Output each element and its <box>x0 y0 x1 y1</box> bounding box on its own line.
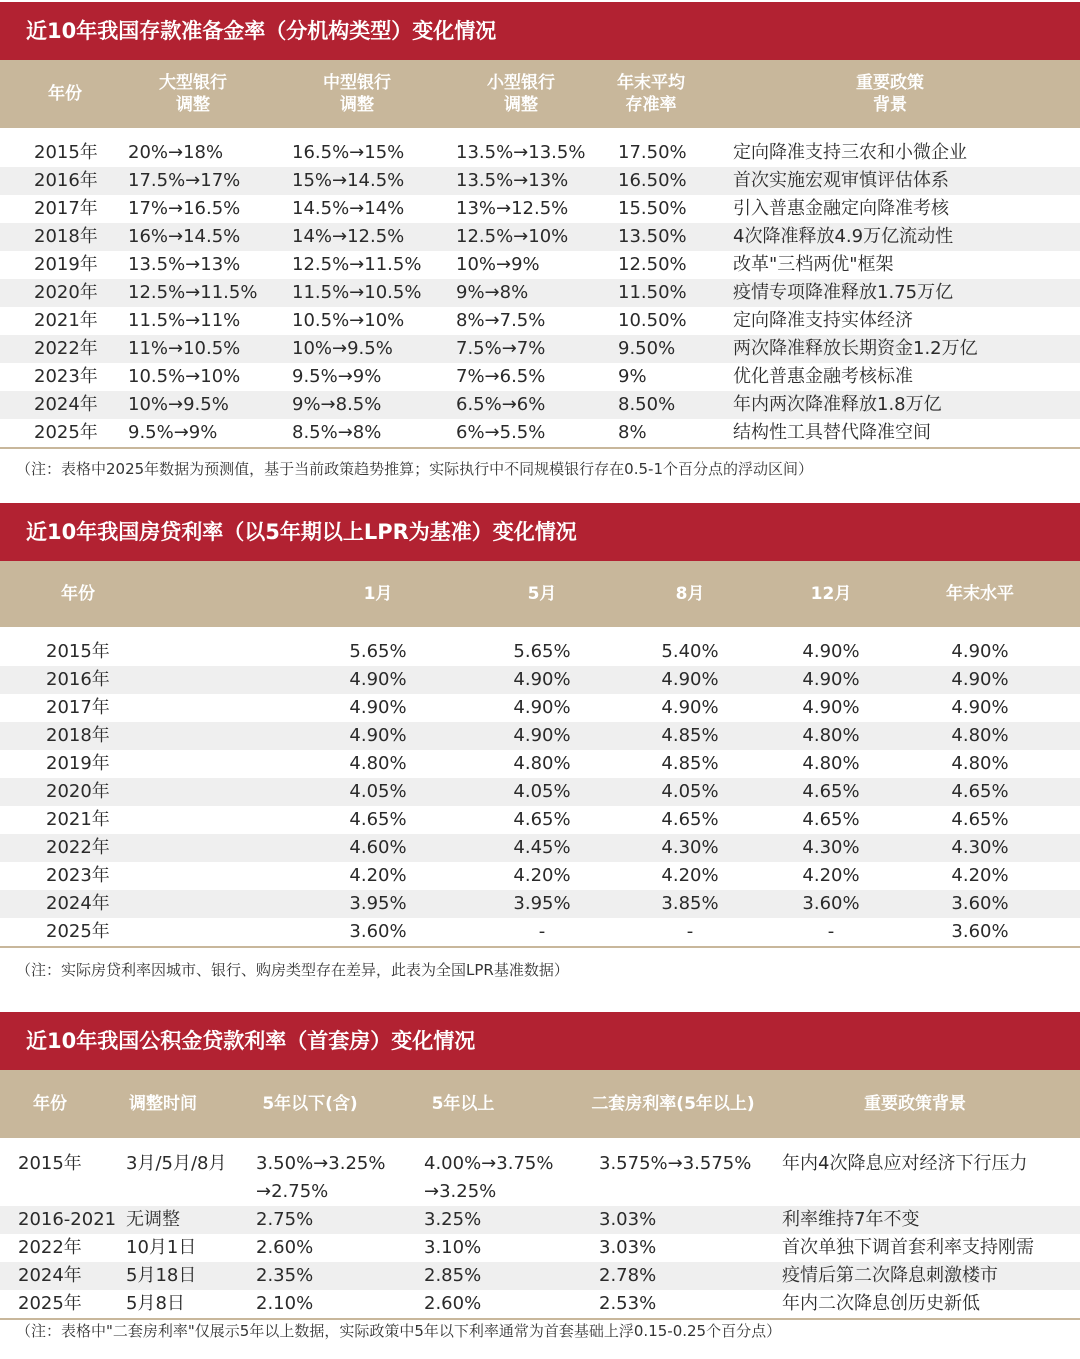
table-row <box>0 666 1080 694</box>
header-avg-ratio: 年末平均 存准率 <box>617 73 685 115</box>
reserve-ratio-body <box>0 128 1080 464</box>
reserve-ratio-title: 近10年我国存款准备金率（分机构类型）变化情况 <box>0 2 1080 60</box>
table-cell: 3.03% <box>599 1237 657 1258</box>
table-cell: 4.20% <box>951 865 1009 886</box>
header-aug: 8月 <box>675 584 705 604</box>
table-cell: 4.90% <box>513 697 571 718</box>
table-cell: 4.90% <box>802 669 860 690</box>
table-cell: 3.25% <box>424 1209 482 1230</box>
table-cell: 3月/5月/8月 <box>126 1153 227 1174</box>
table-cell: 12.50% <box>618 254 687 275</box>
table-row <box>0 1262 1080 1290</box>
table-cell: 2.35% <box>256 1265 314 1286</box>
table-cell: 定向降准支持实体经济 <box>733 310 913 331</box>
table-cell: 2.10% <box>256 1293 314 1314</box>
table-cell: 2019年 <box>46 753 110 774</box>
table-row <box>0 223 1080 251</box>
table-cell: 4.80% <box>951 725 1009 746</box>
table-row <box>0 834 1080 862</box>
table-row <box>0 806 1080 834</box>
table-cell: 9.50% <box>618 338 676 359</box>
table-cell: 4.90% <box>661 697 719 718</box>
table-cell: 2019年 <box>34 254 98 275</box>
table-cell: 14.5%→14% <box>292 198 405 219</box>
header-year-end: 年末水平 <box>946 584 1014 604</box>
reserve-ratio-note: （注：表格中2025年数据为预测值，基于当前政策趋势推算；实际执行中不同规模银行存在0.5-1个百分点的浮动区间） <box>16 460 813 478</box>
header-second-home: 二套房利率(5年以上) <box>591 1094 755 1114</box>
table-cell: 2025年 <box>34 422 98 443</box>
table-bottom-rule <box>0 946 1080 948</box>
table-cell: 2024年 <box>34 394 98 415</box>
header-jan: 1月 <box>363 584 393 604</box>
table-row <box>0 363 1080 391</box>
table-cell: 2.60% <box>424 1293 482 1314</box>
table-cell: 16%→14.5% <box>128 226 241 247</box>
table-row <box>0 862 1080 890</box>
table-cell: 13.5%→13% <box>456 170 569 191</box>
table-cell: 6.5%→6% <box>456 394 546 415</box>
table-cell: 4.45% <box>513 837 571 858</box>
table-cell: 3.85% <box>661 893 719 914</box>
table-cell: 2020年 <box>34 282 98 303</box>
table-cell: 2020年 <box>46 781 110 802</box>
header-year: 年份 <box>61 584 95 604</box>
table-cell: 4.90% <box>349 697 407 718</box>
table-cell: 4.30% <box>661 837 719 858</box>
header-policy: 重要政策背景 <box>864 1094 966 1114</box>
table-cell: - <box>538 921 546 942</box>
table-cell: 10.5%→10% <box>128 366 241 387</box>
table-row <box>0 918 1080 946</box>
table-cell: 4.60% <box>349 837 407 858</box>
table-cell: 3.95% <box>513 893 571 914</box>
mortgage-rate-title: 近10年我国房贷利率（以5年期以上LPR为基准）变化情况 <box>0 503 1080 561</box>
table-cell: 4.00%→3.75% →3.25% <box>424 1153 554 1202</box>
table-cell: 10.50% <box>618 310 687 331</box>
table-cell: 4.80% <box>802 753 860 774</box>
table-cell: 4.05% <box>661 781 719 802</box>
table-cell: 4.90% <box>661 669 719 690</box>
table-cell: 改革"三档两优"框架 <box>733 254 894 275</box>
table-cell: 4.90% <box>802 697 860 718</box>
table-cell: 20%→18% <box>128 142 224 163</box>
table-cell: 8% <box>618 422 647 443</box>
table-cell: 10%→9% <box>456 254 540 275</box>
table-cell: 4.65% <box>951 781 1009 802</box>
table-cell: 4.85% <box>661 725 719 746</box>
table-row <box>0 694 1080 722</box>
table-cell: 引入普惠金融定向降准考核 <box>733 198 949 219</box>
reserve-ratio-section <box>0 2 1080 478</box>
table-cell: 4.90% <box>802 641 860 662</box>
table-cell: 4.65% <box>802 809 860 830</box>
table-cell: 4.80% <box>349 753 407 774</box>
table-cell: 4.65% <box>349 809 407 830</box>
table-cell: 3.60% <box>951 921 1009 942</box>
table-cell: 无调整 <box>126 1209 180 1230</box>
mortgage-rate-header <box>0 561 1080 627</box>
table-cell: 11.5%→10.5% <box>292 282 422 303</box>
provident-fund-header <box>0 1070 1080 1138</box>
table-cell: 3.60% <box>349 921 407 942</box>
table-cell: 2.75% <box>256 1209 314 1230</box>
table-cell: 年内4次降息应对经济下行压力 <box>782 1153 1028 1174</box>
table-cell: 3.10% <box>424 1237 482 1258</box>
table-cell: 9% <box>618 366 647 387</box>
table-cell: 疫情专项降准释放1.75万亿 <box>733 282 954 303</box>
table-cell: 2015年 <box>46 641 110 662</box>
table-cell: 5.65% <box>513 641 571 662</box>
table-cell: 2021年 <box>34 310 98 331</box>
table-cell: 4.85% <box>661 753 719 774</box>
header-year: 年份 <box>48 84 82 104</box>
table-cell: 12.5%→11.5% <box>128 282 258 303</box>
table-cell: 4.05% <box>513 781 571 802</box>
provident-fund-title: 近10年我国公积金贷款利率（首套房）变化情况 <box>0 1012 1080 1070</box>
table-row <box>0 279 1080 307</box>
header-mid-bank: 中型银行 调整 <box>323 73 391 115</box>
table-cell: 2023年 <box>34 366 98 387</box>
header-small-bank: 小型银行 调整 <box>487 73 555 115</box>
table-cell: 3.60% <box>802 893 860 914</box>
header-large-bank: 大型银行 调整 <box>159 73 227 115</box>
table-cell: 8.50% <box>618 394 676 415</box>
table-cell: 5月8日 <box>126 1293 185 1314</box>
mortgage-rate-body <box>0 627 1080 963</box>
table-cell: 10%→9.5% <box>128 394 229 415</box>
table-cell: 2.53% <box>599 1293 657 1314</box>
table-cell: 定向降准支持三农和小微企业 <box>733 142 967 163</box>
table-cell: 15.50% <box>618 198 687 219</box>
table-cell: 3.95% <box>349 893 407 914</box>
reserve-ratio-header <box>0 60 1080 128</box>
table-cell: 4.20% <box>661 865 719 886</box>
table-cell: 17%→16.5% <box>128 198 241 219</box>
table-cell: 5.65% <box>349 641 407 662</box>
table-cell: 2022年 <box>46 837 110 858</box>
table-cell: - <box>686 921 694 942</box>
table-cell: 2015年 <box>18 1153 82 1174</box>
table-cell: 4.90% <box>513 725 571 746</box>
table-cell: 4.65% <box>513 809 571 830</box>
table-cell: 8%→7.5% <box>456 310 546 331</box>
table-cell: 优化普惠金融考核标准 <box>733 366 913 387</box>
table-cell: 5.40% <box>661 641 719 662</box>
mortgage-rate-section <box>0 503 1080 979</box>
table-row <box>0 139 1080 167</box>
table-cell: 2015年 <box>34 142 98 163</box>
provident-fund-body <box>0 1138 1080 1314</box>
table-cell: 2021年 <box>46 809 110 830</box>
table-cell: 4.90% <box>349 669 407 690</box>
table-row <box>0 1150 1080 1206</box>
table-cell: 利率维持7年不变 <box>782 1209 920 1230</box>
table-cell: 3.575%→3.575% <box>599 1153 752 1174</box>
table-cell: 4次降准释放4.9万亿流动性 <box>733 226 954 247</box>
table-cell: 疫情后第二次降息刺激楼市 <box>782 1265 998 1286</box>
table-row <box>0 251 1080 279</box>
table-cell: 13.5%→13.5% <box>456 142 586 163</box>
table-cell: 17.5%→17% <box>128 170 241 191</box>
table-cell: 5月18日 <box>126 1265 197 1286</box>
table-row <box>0 167 1080 195</box>
table-cell: 4.90% <box>951 697 1009 718</box>
table-cell: 年内二次降息创历史新低 <box>782 1293 980 1314</box>
table-cell: 16.50% <box>618 170 687 191</box>
table-cell: 4.05% <box>349 781 407 802</box>
table-cell: 9.5%→9% <box>128 422 218 443</box>
header-adjust-time: 调整时间 <box>129 1094 197 1114</box>
table-row <box>0 638 1080 666</box>
table-cell: 9.5%→9% <box>292 366 382 387</box>
table-cell: 16.5%→15% <box>292 142 405 163</box>
table-cell: 2016年 <box>34 170 98 191</box>
table-cell: - <box>827 921 835 942</box>
table-cell: 10.5%→10% <box>292 310 405 331</box>
table-cell: 2025年 <box>18 1293 82 1314</box>
table-row <box>0 391 1080 419</box>
table-cell: 4.65% <box>802 781 860 802</box>
table-row <box>0 419 1080 447</box>
table-cell: 14%→12.5% <box>292 226 405 247</box>
table-cell: 4.90% <box>349 725 407 746</box>
table-cell: 7%→6.5% <box>456 366 546 387</box>
provident-fund-note: （注：表格中"二套房利率"仅展示5年以上数据，实际政策中5年以下利率通常为首套基础上浮0.15-0.25个百分点） <box>16 1322 782 1340</box>
table-cell: 8.5%→8% <box>292 422 382 443</box>
provident-fund-section <box>0 1012 1080 1340</box>
table-cell: 4.80% <box>802 725 860 746</box>
table-cell: 4.30% <box>802 837 860 858</box>
table-cell: 4.80% <box>951 753 1009 774</box>
table-bottom-rule <box>0 447 1080 449</box>
table-cell: 2023年 <box>46 865 110 886</box>
table-cell: 9%→8.5% <box>292 394 382 415</box>
table-cell: 4.90% <box>513 669 571 690</box>
table-cell: 12.5%→10% <box>456 226 569 247</box>
table-row <box>0 722 1080 750</box>
table-cell: 3.60% <box>951 893 1009 914</box>
table-row <box>0 1234 1080 1262</box>
table-cell: 17.50% <box>618 142 687 163</box>
header-dec: 12月 <box>810 584 852 604</box>
table-cell: 7.5%→7% <box>456 338 546 359</box>
table-cell: 首次单独下调首套利率支持刚需 <box>782 1237 1034 1258</box>
table-cell: 首次实施宏观审慎评估体系 <box>733 170 949 191</box>
mortgage-rate-note: （注：实际房贷利率因城市、银行、购房类型存在差异，此表为全国LPR基准数据） <box>16 961 569 979</box>
table-cell: 9%→8% <box>456 282 529 303</box>
table-cell: 13.50% <box>618 226 687 247</box>
table-cell: 4.30% <box>951 837 1009 858</box>
table-row <box>0 778 1080 806</box>
header-year: 年份 <box>33 1094 67 1114</box>
table-row <box>0 1206 1080 1234</box>
table-cell: 2017年 <box>34 198 98 219</box>
table-cell: 13.5%→13% <box>128 254 241 275</box>
table-cell: 10%→9.5% <box>292 338 393 359</box>
header-policy: 重要政策 背景 <box>856 73 924 115</box>
table-cell: 3.03% <box>599 1209 657 1230</box>
table-cell: 4.20% <box>513 865 571 886</box>
table-cell: 2024年 <box>46 893 110 914</box>
table-cell: 2022年 <box>18 1237 82 1258</box>
table-cell: 4.20% <box>802 865 860 886</box>
table-cell: 12.5%→11.5% <box>292 254 422 275</box>
table-cell: 6%→5.5% <box>456 422 546 443</box>
table-cell: 11.5%→11% <box>128 310 241 331</box>
table-cell: 2018年 <box>34 226 98 247</box>
table-cell: 2024年 <box>18 1265 82 1286</box>
table-cell: 2016年 <box>46 669 110 690</box>
table-row <box>0 890 1080 918</box>
table-row <box>0 750 1080 778</box>
table-cell: 4.20% <box>349 865 407 886</box>
table-cell: 2018年 <box>46 725 110 746</box>
table-cell: 2.85% <box>424 1265 482 1286</box>
table-cell: 15%→14.5% <box>292 170 405 191</box>
table-cell: 2.78% <box>599 1265 657 1286</box>
table-cell: 4.80% <box>513 753 571 774</box>
table-row <box>0 1290 1080 1318</box>
header-may: 5月 <box>527 584 557 604</box>
table-cell: 4.65% <box>951 809 1009 830</box>
table-cell: 2.60% <box>256 1237 314 1258</box>
header-over-5y: 5年以上 <box>431 1094 495 1114</box>
table-cell: 11.50% <box>618 282 687 303</box>
table-cell: 4.90% <box>951 669 1009 690</box>
table-cell: 结构性工具替代降准空间 <box>733 422 931 443</box>
table-cell: 2025年 <box>46 921 110 942</box>
table-cell: 11%→10.5% <box>128 338 241 359</box>
table-cell: 4.90% <box>951 641 1009 662</box>
table-cell: 年内两次降准释放1.8万亿 <box>733 394 942 415</box>
table-cell: 2017年 <box>46 697 110 718</box>
header-under-5y: 5年以下(含) <box>262 1094 358 1114</box>
table-cell: 4.65% <box>661 809 719 830</box>
table-row <box>0 195 1080 223</box>
table-cell: 两次降准释放长期资金1.2万亿 <box>733 338 978 359</box>
table-cell: 3.50%→3.25% →2.75% <box>256 1153 386 1202</box>
table-cell: 2016-2021 <box>18 1209 117 1230</box>
table-cell: 13%→12.5% <box>456 198 569 219</box>
table-cell: 10月1日 <box>126 1237 197 1258</box>
table-row <box>0 335 1080 363</box>
table-cell: 2022年 <box>34 338 98 359</box>
table-row <box>0 307 1080 335</box>
